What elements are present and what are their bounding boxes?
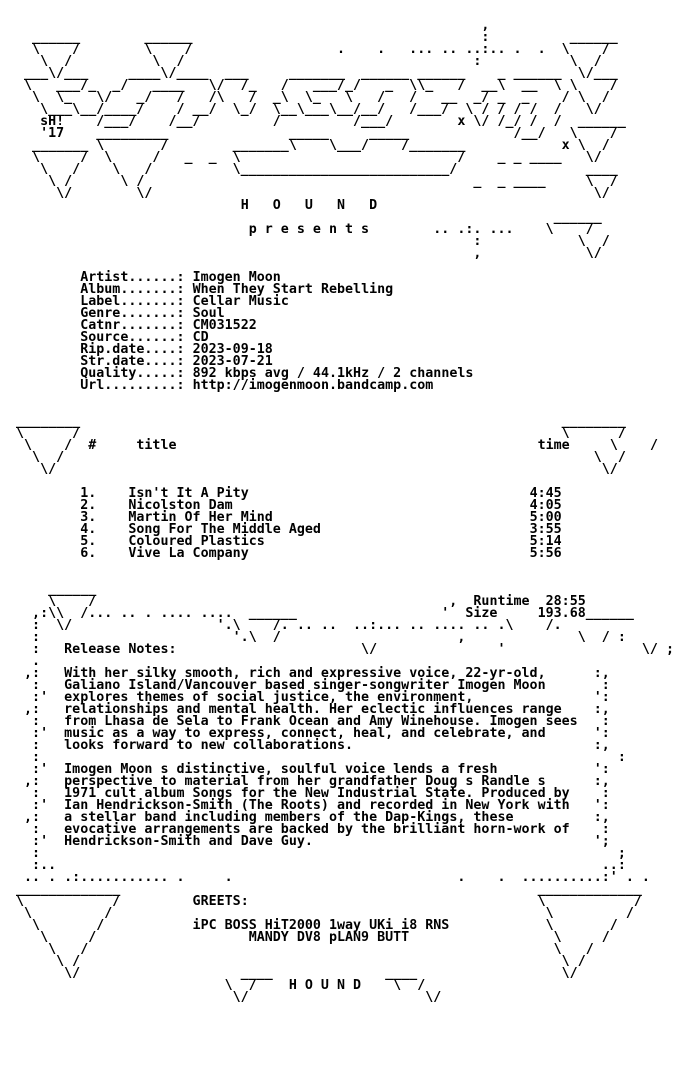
track-number: 5.	[80, 534, 129, 549]
release-notes-line: explores themes of social justice, the environment,	[64, 690, 594, 705]
release-notes-line: looks forward to new collaborations.	[64, 738, 594, 753]
greets-label: GREETS:	[192, 894, 249, 909]
ascii-art-line: _______ \ / _______\ \___/ /_______ x \ /	[16, 138, 610, 153]
ascii-art-line: \/ ____ ____ \/	[16, 966, 578, 981]
track-time: 4:05	[529, 498, 562, 513]
ascii-art-fragment	[16, 378, 80, 393]
ascii-art-fragment: :'	[16, 798, 65, 813]
ascii-art-fragment: ':	[593, 762, 610, 777]
ascii-art-fragment: .. .:. ... \ /	[369, 222, 594, 237]
ascii-art-fragment: :	[593, 822, 610, 837]
ascii-art-line: : :	[16, 750, 626, 765]
ascii-art-line: \/ \/ \/	[16, 186, 610, 201]
ascii-art-fragment: :	[16, 642, 65, 657]
group-name: H O U N D	[240, 198, 378, 213]
ascii-art-fragment: ,:	[16, 774, 65, 789]
ascii-art-fragment: :	[16, 738, 65, 753]
info-value: CM031522	[192, 318, 257, 333]
ascii-art-fragment: \ /	[16, 918, 193, 933]
ascii-art-fragment: \/ ' \/ ;	[176, 642, 674, 657]
track-number: 3.	[80, 510, 129, 525]
ascii-art-fragment: ,:	[16, 810, 65, 825]
ascii-art-line: \ / \ / _ _ \ / _ _ ____ \/	[16, 150, 602, 165]
ascii-art-fragment: :	[16, 678, 65, 693]
ascii-art-fragment: ':	[593, 726, 610, 741]
ascii-art-line: \ / \ / : \ /	[16, 54, 602, 69]
ascii-art-line: \ / \ /	[16, 906, 634, 921]
ascii-art-line: :.. ..:	[16, 858, 626, 873]
info-label: Source......:	[80, 330, 185, 345]
track-time: 3:55	[529, 522, 562, 537]
ascii-art-fragment: :	[593, 678, 610, 693]
ascii-art-fragment: \ /	[248, 894, 642, 909]
ascii-art-fragment: ':	[593, 798, 610, 813]
ascii-art-fragment: \ /	[16, 978, 289, 993]
info-value: Soul	[192, 306, 225, 321]
ascii-art-line: \ / \ / \__________________________/ ____	[16, 162, 618, 177]
ascii-art-fragment: ':	[593, 690, 610, 705]
ascii-art-fragment: :,	[593, 702, 610, 717]
info-value: 2023-07-21	[192, 354, 273, 369]
ascii-art-line: : '.\ / , \ / :	[16, 630, 626, 645]
info-label: Url.........:	[80, 378, 185, 393]
ascii-art-fragment: :	[16, 786, 65, 801]
track-title: Martin Of Her Mind	[128, 510, 530, 525]
info-value: 892 kbps avg / 44.1kHz / 2 channels	[192, 366, 474, 381]
info-label: Catnr.......:	[80, 318, 185, 333]
runtime-label: Runtime	[473, 594, 530, 609]
track-title: Isn't It A Pity	[128, 486, 530, 501]
track-title: Coloured Plastics	[128, 534, 530, 549]
ascii-art-fragment	[185, 378, 193, 393]
info-label: Label.......:	[80, 294, 185, 309]
ascii-art-line: \ / \ /	[16, 426, 626, 441]
info-value: CD	[192, 330, 209, 345]
ascii-art-line: .. . .:........... . . . . ..........:' . .	[16, 870, 650, 885]
track-number: 4.	[80, 522, 129, 537]
ascii-art-line: \___\__/____/ / __/ \_/ \__\___\__/__/ /___/ \ / / / / / \/	[16, 102, 602, 117]
ascii-art-fragment: \ /	[449, 918, 618, 933]
greets-line: iPC BOSS HiT2000 1way UKi i8 RNS	[192, 918, 450, 933]
info-value: When They Start Rebelling	[192, 282, 394, 297]
ascii-art-line: , \/	[16, 246, 602, 261]
ascii-art-line: \ / \ /	[16, 954, 586, 969]
track-number: 2.	[80, 498, 129, 513]
ascii-art-fragment: :,	[593, 738, 610, 753]
ascii-art-line: '17 _________ _____ _____ /__/ \ /	[16, 126, 618, 141]
release-notes-line: Imogen Moon s distinctive, soulful voice lends a fresh	[64, 762, 594, 777]
release-notes-line: 1971 cult album Songs for the New Industrial State. Produced by	[64, 786, 594, 801]
info-value: Cellar Music	[192, 294, 289, 309]
ascii-art-fragment: :	[16, 714, 65, 729]
info-value: Imogen Moon	[192, 270, 281, 285]
track-title: Vive La Company	[128, 546, 530, 561]
info-value: http://imogenmoon.bandcamp.com	[192, 378, 434, 393]
ascii-art-line: ,	[16, 18, 490, 33]
release-notes-line: evocative arrangements are backed by the brilliant horn-work of	[64, 822, 594, 837]
track-time: 5:14	[529, 534, 562, 549]
ascii-art-line: : \ /	[16, 234, 610, 249]
ascii-art-line: \/ \/	[16, 990, 442, 1005]
footer-group-name: H O U N D	[288, 978, 362, 993]
ascii-art-line: \ / \ / _ _ ____ \ /	[16, 174, 618, 189]
runtime-value: 28:55	[545, 594, 586, 609]
ascii-art-fragment: :,	[593, 810, 610, 825]
info-value: 2023-09-18	[192, 342, 273, 357]
info-label: Artist......:	[80, 270, 185, 285]
ascii-art-line: \ / \ /	[16, 942, 594, 957]
ascii-art-fragment: :	[593, 786, 610, 801]
ascii-art-fragment: :,	[593, 774, 610, 789]
info-label: Str.date....:	[80, 354, 185, 369]
release-notes-line: relationships and mental health. Her eclectic influences range	[64, 702, 594, 717]
info-label: Quality.....:	[80, 366, 185, 381]
release-notes-line: Hendrickson-Smith and Dave Guy.	[64, 834, 594, 849]
track-time: 4:45	[529, 486, 562, 501]
column-time-header: time	[537, 438, 570, 453]
release-notes-line: Galiano Island/Vancouver based singer-songwriter Imogen Moon	[64, 678, 594, 693]
ascii-art-fragment: :'	[16, 834, 65, 849]
ascii-art-line: ______	[16, 582, 97, 597]
size-label: Size	[465, 606, 498, 621]
ascii-art-line: \ ___/_ _/ ____ \/ /_ / ___/_/ _ \\_ / __\ __ \ \ /	[16, 78, 618, 93]
release-notes-line: Ian Hendrickson-Smith (The Roots) and recorded in New York with	[64, 798, 594, 813]
ascii-art-line: \ \_ \/ _/ / /\ / _\ \_ \ / / __ _/ _ _ / \ /	[16, 90, 610, 105]
ascii-art-line: ___\/___ ____\/____ ___ _______ ______ ______ _ ______ \/___	[16, 66, 618, 81]
info-label: Album.......:	[80, 282, 185, 297]
track-time: 5:00	[529, 510, 562, 525]
ascii-art-line: : \/ '.\ /. .. .. ..:... .. .... .. .\ /.	[16, 618, 562, 633]
ascii-art-fragment: ,:\\ /... .. . .... .... ______ '	[16, 606, 466, 621]
release-notes-heading: Release Notes:	[64, 642, 177, 657]
release-notes-line: from Lhasa de Sela to Frank Ocean and Amy Winehouse. Imogen sees	[64, 714, 594, 729]
greets-line: MANDY DV8 pLAN9 BUTT	[248, 930, 410, 945]
ascii-art-line: : ;	[16, 846, 626, 861]
ascii-art-line: ______ ______ : ______	[16, 30, 618, 45]
presents-text: p r e s e n t s	[248, 222, 370, 237]
ascii-art-line: \/ \/	[16, 462, 618, 477]
ascii-art-fragment: :	[16, 822, 65, 837]
ascii-art-fragment: :'	[16, 762, 65, 777]
ascii-art-fragment: \ / ,	[16, 594, 474, 609]
ascii-art-line: sH! /___/ /__/ / /___/ x \/ /_/ / / ______	[16, 114, 626, 129]
track-title: Song For The Middle Aged	[128, 522, 530, 537]
ascii-art-fragment: :'	[16, 726, 65, 741]
ascii-art-fragment: ______	[553, 210, 602, 225]
ascii-art-fragment: \ /	[361, 978, 426, 993]
track-time: 5:56	[529, 546, 562, 561]
ascii-art-fragment: :'	[16, 690, 65, 705]
ascii-art-fragment: ,:	[16, 702, 65, 717]
track-number: 1.	[80, 486, 129, 501]
ascii-art-fragment: :	[593, 714, 610, 729]
ascii-art-fragment: \ /	[16, 438, 89, 453]
ascii-art-line: \ / \ / . . ... .. ..:.. . . \ /	[16, 42, 610, 57]
release-notes-line: perspective to material from her grandfather Doug s Randle s	[64, 774, 594, 789]
release-notes-line: a stellar band including members of the Dap-Kings, these	[64, 810, 594, 825]
ascii-art-fragment: ,:	[16, 666, 65, 681]
info-label: Rip.date....:	[80, 342, 185, 357]
column-title-header: title	[136, 438, 177, 453]
ascii-art-fragment: ';	[593, 834, 610, 849]
ascii-art-fragment: \ /	[16, 894, 193, 909]
ascii-art-line: .	[16, 654, 41, 669]
release-notes-line: With her silky smooth, rich and expressive voice, 22-yr-old,	[64, 666, 594, 681]
ascii-art-fragment: \ /	[409, 930, 610, 945]
ascii-art-fragment: \ /	[16, 930, 249, 945]
ascii-art-fragment: :,	[593, 666, 610, 681]
info-label: Genre.......:	[80, 306, 185, 321]
ascii-art-fragment	[16, 546, 80, 561]
size-value: 193.68	[537, 606, 586, 621]
track-number: 6.	[80, 546, 129, 561]
ascii-art-fragment: ______	[585, 606, 634, 621]
ascii-art-line: ________ ________	[16, 414, 626, 429]
ascii-art-line: \ / \ /	[16, 450, 626, 465]
release-notes-line: music as a way to express, connect, heal, and celebrate, and	[64, 726, 594, 741]
track-title: Nicolston Dam	[128, 498, 530, 513]
ascii-art-fragment: \ /	[569, 438, 658, 453]
ascii-art-line: _____________ _____________	[16, 882, 642, 897]
column-number-header: #	[88, 438, 97, 453]
